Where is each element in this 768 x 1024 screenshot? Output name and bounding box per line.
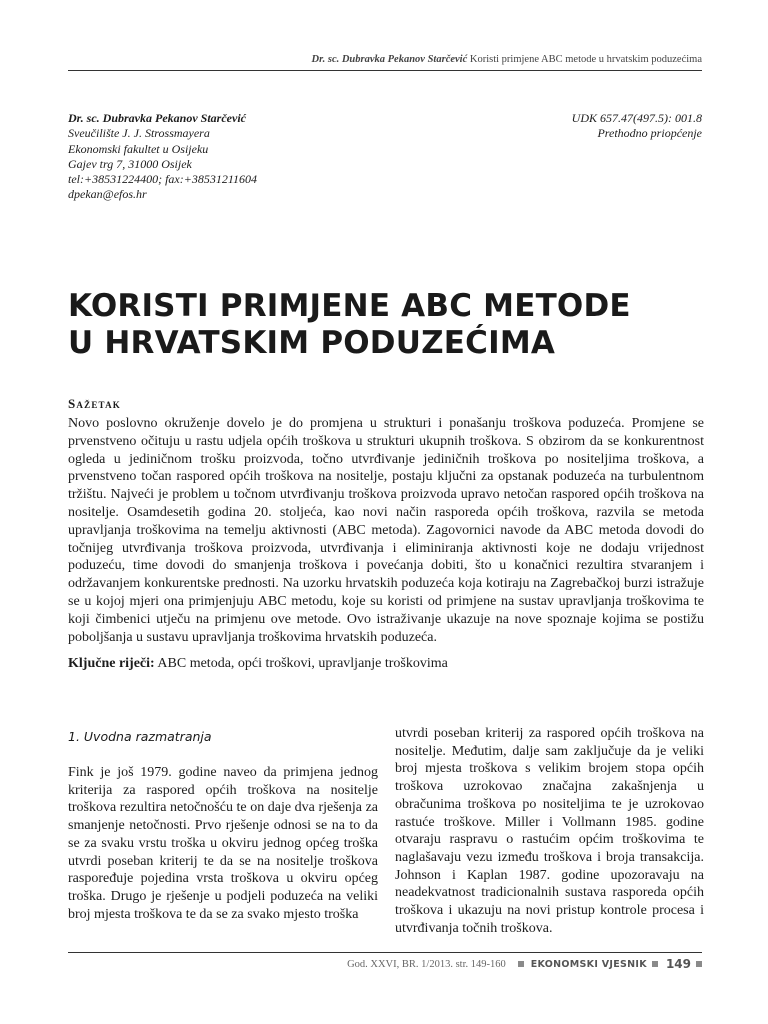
page-footer [347,957,702,971]
paper-title-line-2: U HRVATSKIM PODUZEĆIMA [68,325,556,361]
author-block [68,111,257,203]
author-university: Sveučilište J. J. Strossmayera [68,126,210,141]
section-heading: 1. Uvodna razmatranja [68,729,212,744]
running-header-author: Dr. sc. Dubravka Pekanov Starčević [311,54,468,65]
keywords-text: ABC metoda, opći troškovi, upravljanje troškovima [157,656,448,671]
body-text-left-column: Fink je još 1979. godine naveo da primjena jednog kriterija za raspored općih troškova na nositelje troškova rezultira netočnošću te on daje dva rješenja za smanjenje netočnosti. Prvo rješenje odnosi se na to da se za svaku vrstu troška u okviru jednog općeg troška utvrdi poseban kriterij te da se na nositelje troškova raspoređuje pojedina vrsta troškova u okviru općeg troška. Drugo je rješenje u podjeli poduzeća na veliki broj mjesta troškova te da se za svako mjesto troška [68,765,378,922]
paper-title [68,288,708,362]
udk-code: UDK 657.47(497.5): 001.8 [571,111,702,125]
body-text-right-column: utvrdi poseban kriterij za raspored općih troškova na nositelje. Međutim, dalje sam zaključuje da je veliki broj mjesta troškova s velikim brojem stopa općih troškova uzrokovao značajna zakašnjenja u obračunima troškova po nositeljima te je uzrokovao rastuće troškove. Miller i Vollmann 1985. godine otvaraju raspravu o rastućim općim troškovima te naglašavaju vezu između troškova i broja transakcija. Johnson i Kaplan 1987. godine upozoravaju na neadekvatnost tradicionalnih sustava rasporeda općih troškova i ukazuju na novi pristup kontrole procesa i utvrđivanja točnih troškova. [395,726,704,936]
keywords-label: Ključne riječi: [68,656,155,671]
abstract-text: Novo poslovno okruženje dovelo je do promjena u strukturi i ponašanju troškova poduzeća. Promjene se prvenstveno očituju u rastu udjela općih troškova u strukturi ukupnih troškova. S obzirom da se konkurentnost ogleda u jediničnom trošku proizvoda, točno utvrđivanje jediničnih troškova po nositeljima troškova, a prvenstveno točan raspored općih troškova na nositelje, postaju ključni za opstanak poduzeća na turbulentnom tržištu. Najveći je problem u točnom utvrđivanju troškova proizvoda upravo netočan raspored općih troškova na nositelje. Osamdesetih godina 20. stoljeća, kao novi način rasporeda općih troškova, razvila se metoda upravljanja troškovima na temelju aktivnosti (ABC metoda). Zagovornici navode da ABC metoda dovodi do točnijeg utvrđivanja troškova proizvoda, utvrđivanja i eliminiranja aktivnosti koje ne dodaju vrijednost poduzeću, time dovodi do smanjenja troškova i povećanja dobiti, što u konačnici rezultira stvaranjem i održavanjem konkurentske prednosti. Na uzorku hrvatskih poduzeća koja kotiraju na Zagrebačkoj burzi istražuje se u kojoj mjeri ona primjenjuju ABC metodu, koje su koristi od primjene na sustav upravljanja troškovima te koji čimbenici utječu na primjenu ove metode. Ovo istraživanje ukazuje na nove spoznaje kojima se postižu poboljšanja u sustavu upravljanja troškovima hrvatskih poduzeća. [68,416,704,645]
author-name: Dr. sc. Dubravka Pekanov Starčević [68,111,246,125]
author-phone: tel:+38531224400; fax:+38531211604 [68,172,257,187]
author-email: dpekan@efos.hr [68,187,147,202]
paper-type: Prethodno priopćenje [597,126,702,141]
page-number: 149 [665,957,691,971]
paper-title-line-1: KORISTI PRIMJENE ABC METODE [68,288,631,324]
running-header [68,54,702,65]
footer-journal-name: EKONOMSKI VJESNIK [530,958,647,970]
square-bullet-icon [696,961,702,967]
footer-rule [68,952,702,953]
running-header-title: Koristi primjene ABC metode u hrvatskim poduzećima [469,54,702,65]
udk-block [572,111,702,142]
abstract-heading: Sažetak [68,396,121,411]
header-rule [68,70,702,71]
keywords [68,655,704,673]
square-bullet-icon [518,961,524,967]
footer-issue: God. XXVI, BR. 1/2013. str. 149-160 [347,958,506,970]
author-address: Gajev trg 7, 31000 Osijek [68,156,192,171]
author-faculty: Ekonomski fakultet u Osijeku [68,141,209,156]
square-bullet-icon [652,961,658,967]
